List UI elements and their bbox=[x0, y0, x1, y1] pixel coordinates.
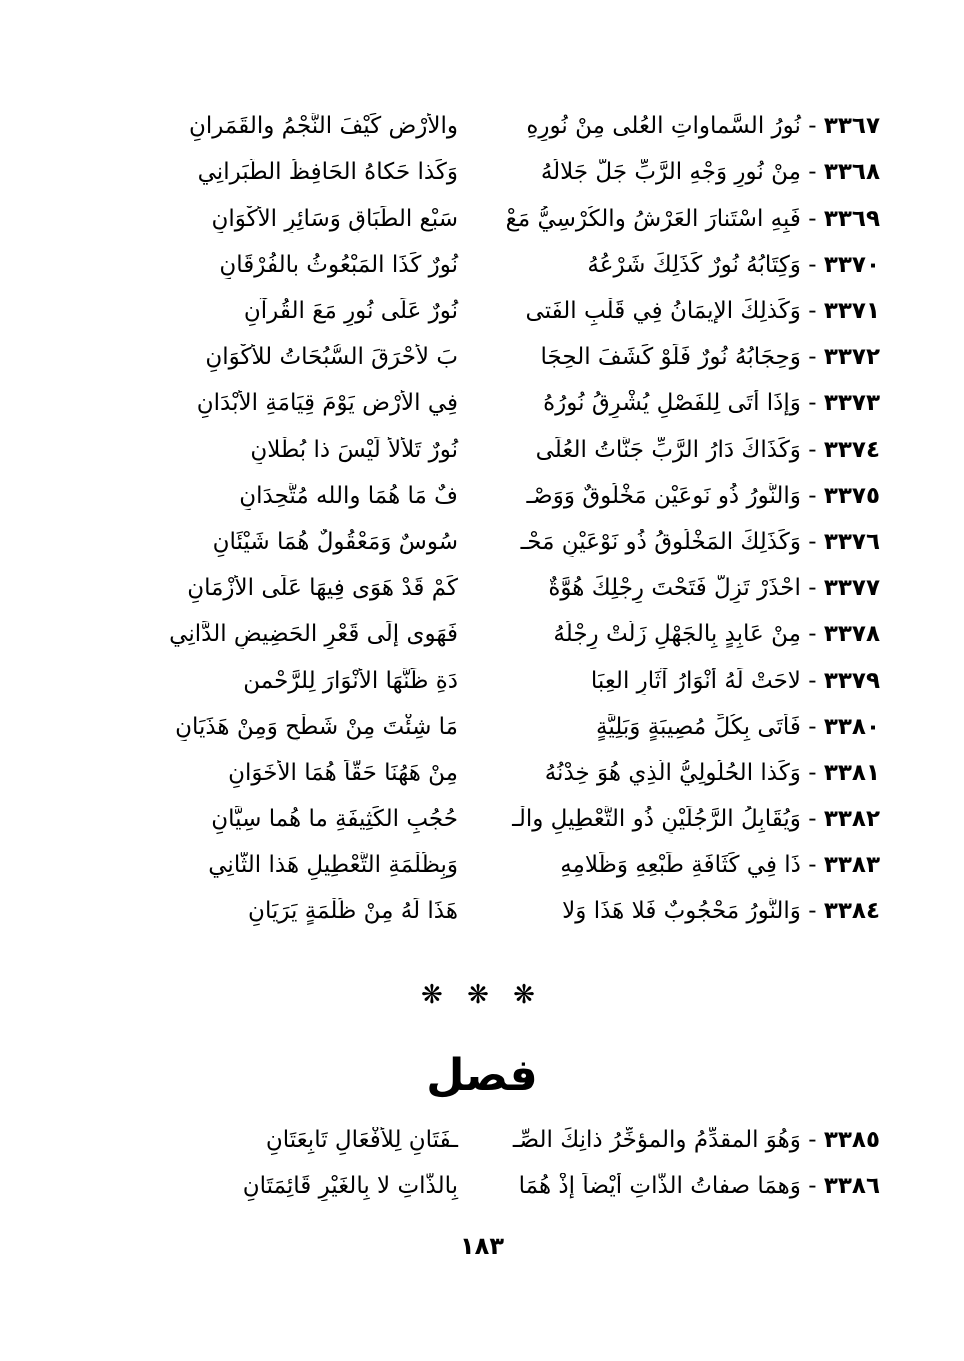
first-hemistich: ٣٣٨١ - وَكَذا الحُلُولِيُّ الَّذِي هُوَ خِدْنُهُ bbox=[544, 759, 880, 786]
section-title: فصل bbox=[426, 1050, 538, 1101]
verse-number: ٣٣٨٦ bbox=[823, 1173, 880, 1200]
hemistich-text: لاحَتْ لَهُ أنْوَارُ آثَارِ العِبَا bbox=[590, 667, 801, 694]
verse-row bbox=[80, 612, 880, 658]
second-hemistich: نُورٌ عَلَى نُورٍ مَعَ القُرآنِ bbox=[243, 298, 458, 325]
first-hemistich: ٣٣٦٩ - فَبِهِ اسْتَنارَ العَرْشُ والكُرْسِيُّ مَعْ bbox=[505, 205, 880, 232]
verse-number: ٣٣٧٨ bbox=[823, 621, 880, 648]
verse-number: ٣٣٧٩ bbox=[823, 667, 880, 694]
verse-row bbox=[80, 427, 880, 473]
second-hemistich: حُجُبِ الكَثِيفَةِ ما هُما سِيَّانِ bbox=[211, 806, 458, 833]
verse-row bbox=[80, 797, 880, 843]
hemistich-text: وَالنُّورُ مَحْجُوبٌ فَلا هَذَا وَلا bbox=[562, 898, 801, 925]
second-hemistich: والأرْضِ كَيْفَ النَّجْمُ والقَمَرانِ bbox=[188, 113, 458, 140]
verse-number: ٣٣٦٧ bbox=[823, 113, 880, 140]
second-hemistich: وَبِظُلْمَةِ التَّعْطِيلِ هَذا الثَّانِي bbox=[208, 852, 458, 879]
hemistich-text: فَبِهِ اسْتَنارَ العَرْشُ والكُرْسِيُّ مَعْ bbox=[505, 205, 801, 232]
second-hemistich: سُوسٌ وَمَعْقُولٌ هُمَا شَيْئَانِ bbox=[212, 528, 458, 555]
first-hemistich: ٣٣٦٨ - مِنْ نُورِ وَجْهِ الرَّبِّ جَلَّ جَلالُهُ bbox=[540, 159, 880, 186]
page-number: ١٨٣ bbox=[460, 1232, 504, 1260]
section-poem-block bbox=[80, 1118, 880, 1210]
verse-row bbox=[80, 1164, 880, 1210]
verse-number: ٣٣٧١ bbox=[823, 298, 880, 325]
verse-row bbox=[80, 566, 880, 612]
hemistich-text: وَكَذلِكَ الإيمَانُ فِي قَلْبِ الفَتى bbox=[525, 298, 801, 325]
hemistich-text: وَحِجَابُهُ نُورٌ فَلَوْ كَشَفَ الحِجَا bbox=[540, 344, 801, 371]
verse-row bbox=[80, 474, 880, 520]
verse-number: ٣٣٧٦ bbox=[823, 528, 880, 555]
verse-number: ٣٣٦٩ bbox=[823, 205, 880, 232]
verse-row bbox=[80, 520, 880, 566]
verse-number: ٣٣٨٥ bbox=[823, 1127, 880, 1154]
verse-row bbox=[80, 381, 880, 427]
second-hemistich: بَ لأحْرَقَ السُّبُحَاتُ للأكْوَانِ bbox=[205, 344, 458, 371]
first-hemistich: ٣٣٦٧ - نُورُ السَّماواتِ العُلى مِنْ نُورِهِ bbox=[526, 113, 880, 140]
verse-row bbox=[80, 243, 880, 289]
hemistich-text: وَهمَا صفاتُ الذَّاتِ أيْضاً إذْ هُمَا bbox=[518, 1173, 801, 1200]
verse-number: ٣٣٨٢ bbox=[823, 806, 880, 833]
second-hemistich: بِالذَّاتِ لا بِالغَيْرِ قَائِمَتَانِ bbox=[242, 1173, 458, 1200]
second-hemistich: فٌ مَا هُمَا والله مُتَّحِدَانِ bbox=[239, 482, 458, 509]
first-hemistich: ٣٣٨٠ - فَأَتَى بِكُلِّ مُصِيبَةٍ وَبَلِيَّةٍ bbox=[596, 713, 880, 740]
first-hemistich: ٣٣٧٩ - لاحَتْ لَهُ أنْوَارُ آثَارِ العِبَا bbox=[590, 667, 880, 694]
first-hemistich: ٣٣٧٨ - مِنْ عَابِدٍ بِالجَهْلِ زَلَّتْ رِجْلُهُ bbox=[553, 621, 880, 648]
verse-row bbox=[80, 889, 880, 935]
second-hemistich: نُورٌ تَلألأَ لَيْسَ ذا بُطْلانِ bbox=[250, 436, 458, 463]
first-hemistich: ٣٣٧٤ - وَكَذَاكَ دَارُ الرَّبِّ جَنَّاتُ العُلَى bbox=[535, 436, 880, 463]
verse-row bbox=[80, 335, 880, 381]
verse-number: ٣٣٨٤ bbox=[823, 898, 880, 925]
verse-number: ٣٣٨٠ bbox=[823, 713, 880, 740]
first-hemistich: ٣٣٨٣ - ذَا فِي كَثَافَةِ طَبْعِهِ وَظَلامِهِ bbox=[560, 852, 880, 879]
hemistich-text: مِنْ عَابِدٍ بِالجَهْلِ زَلَّتْ رِجْلُهُ bbox=[553, 621, 801, 648]
hemistich-text: وَكَذَلِكَ المَخْلُوقُ ذُو نَوْعَيْنِ مَحْـ bbox=[520, 528, 801, 555]
first-hemistich: ٣٣٧٢ - وَحِجَابُهُ نُورٌ فَلَوْ كَشَفَ الحِجَا bbox=[540, 344, 880, 371]
verse-number: ٣٣٨٣ bbox=[823, 852, 880, 879]
verse-number: ٣٣٧٧ bbox=[823, 575, 880, 602]
verse-row bbox=[80, 289, 880, 335]
poem-block bbox=[80, 104, 880, 935]
first-hemistich: ٣٣٨٢ - وَيُقَابِلُ الرَّجُلَيْنِ ذُو التَّعْطِيلِ والْـ bbox=[512, 806, 880, 833]
verse-number: ٣٣٧٤ bbox=[823, 436, 880, 463]
second-hemistich: كَمْ قَدْ هَوَى فِيهَا عَلَى الأزْمَانِ bbox=[187, 575, 458, 602]
verse-number: ٣٣٧٥ bbox=[823, 482, 880, 509]
first-hemistich: ٣٣٨٤ - وَالنُّورُ مَحْجُوبٌ فَلا هَذَا وَلا bbox=[562, 898, 880, 925]
hemistich-text: مِنْ نُورِ وَجْهِ الرَّبِّ جَلَّ جَلالُهُ bbox=[540, 159, 801, 186]
hemistich-text: احْذَرْ تَزِلَّ فَتَحْتَ رِجْلِكَ هُوَّةٌ bbox=[548, 575, 801, 602]
hemistich-text: وَيُقَابِلُ الرَّجُلَيْنِ ذُو التَّعْطِيلِ والْـ bbox=[512, 806, 801, 833]
verse-number: ٣٣٧٢ bbox=[823, 344, 880, 371]
verse-row bbox=[80, 150, 880, 196]
first-hemistich: ٣٣٧٥ - وَالنُّورُ ذُو نَوعَيْنِ مَخْلُوقٌ وَوَصْـ bbox=[526, 482, 880, 509]
hemistich-text: وَكِتَابُهُ نُورٌ كَذَلِكَ شَرْعُهُ bbox=[587, 251, 801, 278]
first-hemistich: ٣٣٧٠ - وَكِتَابُهُ نُورٌ كَذَلِكَ شَرْعُهُ bbox=[587, 251, 880, 278]
second-hemistich: مِنْ هَهُنَا حَقّاً هُمَا الأخَوَانِ bbox=[228, 759, 458, 786]
second-hemistich: وَكَذا حَكاهُ الحَافِظُ الطَّبَرانِي bbox=[197, 159, 458, 186]
second-hemistich: هَذَا لَهُ مِنْ ظُلْمَةٍ يَرَيَانِ bbox=[248, 898, 458, 925]
hemistich-text: ذَا فِي كَثَافَةِ طَبْعِهِ وَظَلامِهِ bbox=[560, 852, 801, 879]
hemistich-text: وَكَذَاكَ دَارُ الرَّبِّ جَنَّاتُ العُلَى bbox=[535, 436, 801, 463]
verse-row bbox=[80, 658, 880, 704]
section-separator: ❋ ❋ ❋ bbox=[421, 980, 543, 1010]
second-hemistich: سَبْعِ الطِّبَاقِ وَسَائِرِ الأكْوَانِ bbox=[211, 205, 458, 232]
second-hemistich: فِي الأرْضِ يَوْمَ قِيَامَةِ الأبْدَانِ bbox=[196, 390, 458, 417]
hemistich-text: فَأَتَى بِكُلِّ مُصِيبَةٍ وَبَلِيَّةٍ bbox=[596, 713, 801, 740]
verse-row bbox=[80, 104, 880, 150]
hemistich-text: وَهُوَ المقدِّمُ والمؤخِّرُ ذانِكَ الصِّـ bbox=[512, 1127, 801, 1154]
first-hemistich: ٣٣٨٦ - وَهمَا صفاتُ الذَّاتِ أيْضاً إذْ هُمَا bbox=[518, 1173, 880, 1200]
verse-row bbox=[80, 196, 880, 242]
second-hemistich: مَا شِئْتَ مِنْ شَطْحٍ وَمِنْ هَذَيَانِ bbox=[175, 713, 458, 740]
verse-row bbox=[80, 751, 880, 797]
first-hemistich: ٣٣٧٧ - احْذَرْ تَزِلَّ فَتَحْتَ رِجْلِكَ هُوَّةٌ bbox=[548, 575, 880, 602]
first-hemistich: ٣٣٧١ - وَكَذلِكَ الإيمَانُ فِي قَلْبِ الفَتى bbox=[525, 298, 880, 325]
hemistich-text: وَكَذا الحُلُولِيُّ الَّذِي هُوَ خِدْنُهُ bbox=[544, 759, 801, 786]
verse-row bbox=[80, 843, 880, 889]
verse-number: ٣٣٧٣ bbox=[823, 390, 880, 417]
first-hemistich: ٣٣٧٣ - وَإذَا أتَى لِلفَصْلِ يُشْرِقُ نُورُهُ bbox=[543, 390, 880, 417]
verse-number: ٣٣٨١ bbox=[823, 759, 880, 786]
second-hemistich: نُورٌ كَذَا المَبْعُوثُ بالفُرْقَانِ bbox=[219, 251, 458, 278]
hemistich-text: نُورُ السَّماواتِ العُلى مِنْ نُورِهِ bbox=[526, 113, 801, 140]
first-hemistich: ٣٣٨٥ - وَهُوَ المقدِّمُ والمؤخِّرُ ذانِكَ الصِّـ bbox=[512, 1127, 880, 1154]
hemistich-text: وَالنُّورُ ذُو نَوعَيْنِ مَخْلُوقٌ وَوَصْـ bbox=[526, 482, 801, 509]
second-hemistich: فَهَوى إلَى قَعْرِ الحَضِيضِ الدَّانِي bbox=[169, 621, 458, 648]
first-hemistich: ٣٣٧٦ - وَكَذَلِكَ المَخْلُوقُ ذُو نَوْعَيْنِ مَحْـ bbox=[520, 528, 880, 555]
verse-row bbox=[80, 704, 880, 750]
second-hemistich: ـفَتَانِ لِلأفْعَالِ تَابِعَتَانِ bbox=[265, 1127, 458, 1154]
second-hemistich: دَةِ ظَنَّهَا الأنْوَارَ لِلرَّحْمنِ bbox=[243, 667, 458, 694]
hemistich-text: وَإذَا أتَى لِلفَصْلِ يُشْرِقُ نُورُهُ bbox=[543, 390, 801, 417]
verse-row bbox=[80, 1118, 880, 1164]
verse-number: ٣٣٧٠ bbox=[823, 251, 880, 278]
verse-number: ٣٣٦٨ bbox=[823, 159, 880, 186]
